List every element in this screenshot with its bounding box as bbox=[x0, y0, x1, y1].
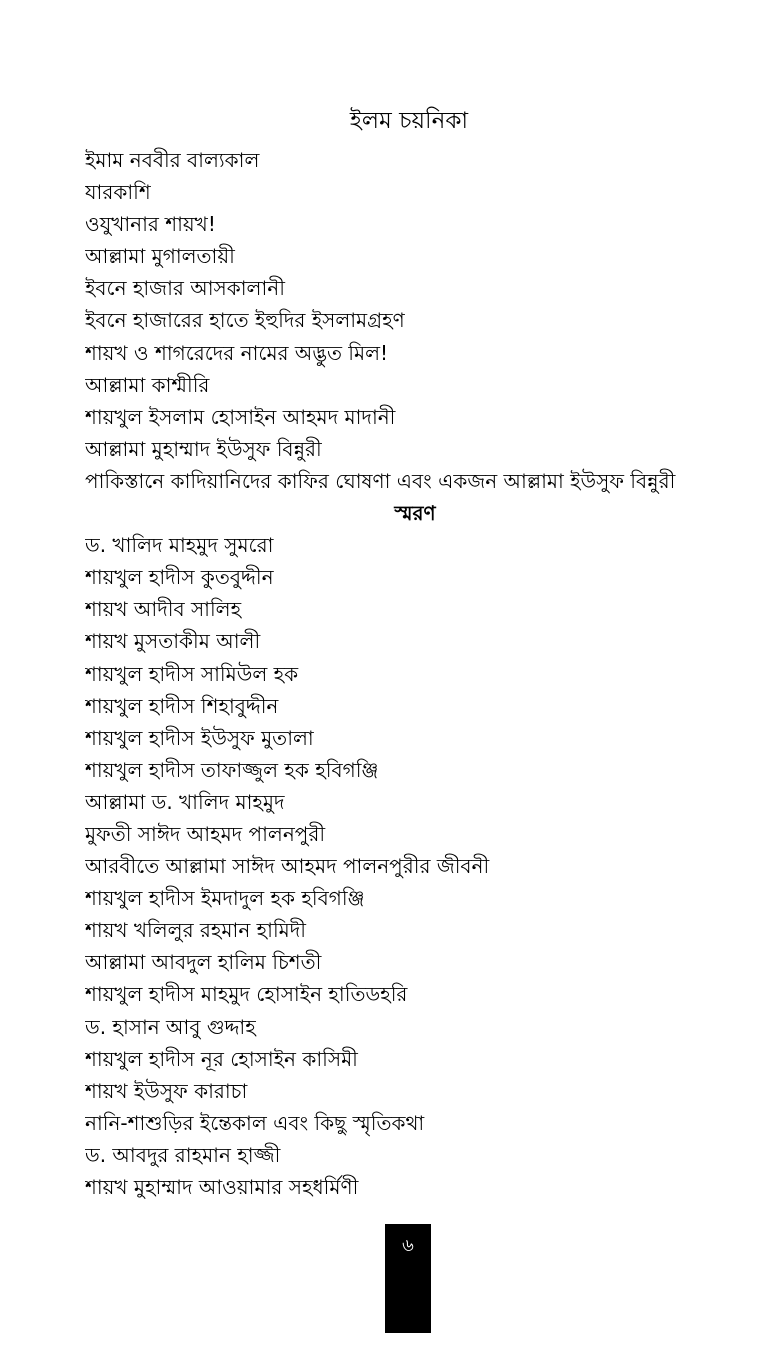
toc-item: শায়খুল হাদীস ইউসুফ মুতালা bbox=[85, 725, 314, 750]
toc-item: আল্লামা আবদুল হালিম চিশতী bbox=[85, 950, 322, 975]
toc-item: শায়খ ও শাগরেদের নামের অদ্ভুত মিল! bbox=[85, 340, 389, 365]
toc-item: শায়খ খলিলুর রহমান হামিদী bbox=[85, 918, 306, 943]
toc-item: ওযুখানার শায়খ! bbox=[85, 212, 216, 237]
toc-item: ড. হাসান আবু গুদ্দাহ bbox=[85, 1014, 256, 1039]
toc-item: পাকিস্তানে কাদিয়ানিদের কাফির ঘোষণা এবং একজন আল্লামা ইউসুফ বিন্নুরী bbox=[85, 468, 676, 493]
toc-item: আল্লামা মুগালতায়ী bbox=[85, 244, 235, 269]
toc-item: ইবনে হাজার আসকালানী bbox=[85, 276, 285, 301]
table-of-contents bbox=[85, 144, 755, 1203]
toc-item: যারকাশি bbox=[85, 180, 151, 205]
toc-item: শায়খুল ইসলাম হোসাইন আহমদ মাদানী bbox=[85, 404, 396, 429]
toc-item: ইমাম নববীর বাল্যকাল bbox=[85, 148, 260, 172]
toc-item: শায়খুল হাদীস ইমদাদুল হক হবিগঞ্জি bbox=[85, 886, 365, 911]
page-number-tab bbox=[385, 1224, 431, 1333]
toc-item: শায়খ মুহাম্মাদ আওয়ামার সহধর্মিণী bbox=[85, 1175, 359, 1199]
toc-item: শায়খুল হাদীস সামিউল হক bbox=[85, 661, 299, 686]
toc-item: ড. আবদুর রাহমান হাজ্জী bbox=[85, 1142, 281, 1167]
toc-item: আল্লামা ড. খালিদ মাহমুদ bbox=[85, 789, 285, 814]
section-heading: স্মরণ bbox=[394, 501, 436, 526]
page-title: ইলম চয়নিকা bbox=[349, 108, 469, 134]
page-number: ৬ bbox=[402, 1235, 414, 1256]
toc-item: শায়খুল হাদীস শিহাবুদ্দীন bbox=[85, 693, 279, 718]
toc-item: শায়খ আদীব সালিহ bbox=[85, 597, 242, 622]
toc-item: মুফতী সাঈদ আহমদ পালনপুরী bbox=[85, 821, 326, 846]
toc-item: আল্লামা মুহাম্মাদ ইউসুফ বিন্নুরী bbox=[85, 436, 322, 461]
toc-item: আল্লামা কাশ্মীরি bbox=[85, 372, 210, 397]
toc-item: শায়খ মুসতাকীম আলী bbox=[85, 629, 261, 654]
toc-item: ড. খালিদ মাহমুদ সুমরো bbox=[85, 533, 274, 558]
toc-item: শায়খুল হাদীস তাফাজ্জুল হক হবিগঞ্জি bbox=[85, 757, 379, 782]
toc-item: শায়খুল হাদীস কুতবুদ্দীন bbox=[85, 565, 274, 590]
toc-item: ইবনে হাজারের হাতে ইহুদির ইসলামগ্রহণ bbox=[85, 308, 405, 333]
toc-item: শায়খুল হাদীস নূর হোসাইন কাসিমী bbox=[85, 1046, 358, 1071]
toc-item: শায়খ ইউসুফ কারাচা bbox=[85, 1078, 248, 1103]
toc-item: নানি-শাশুড়ির ইন্তেকাল এবং কিছু স্মৃতিকথা bbox=[85, 1110, 425, 1135]
toc-item: শায়খুল হাদীস মাহমুদ হোসাইন হাতিডহরি bbox=[85, 982, 408, 1007]
toc-item: আরবীতে আল্লামা সাঈদ আহমদ পালনপুরীর জীবনী bbox=[85, 854, 490, 879]
